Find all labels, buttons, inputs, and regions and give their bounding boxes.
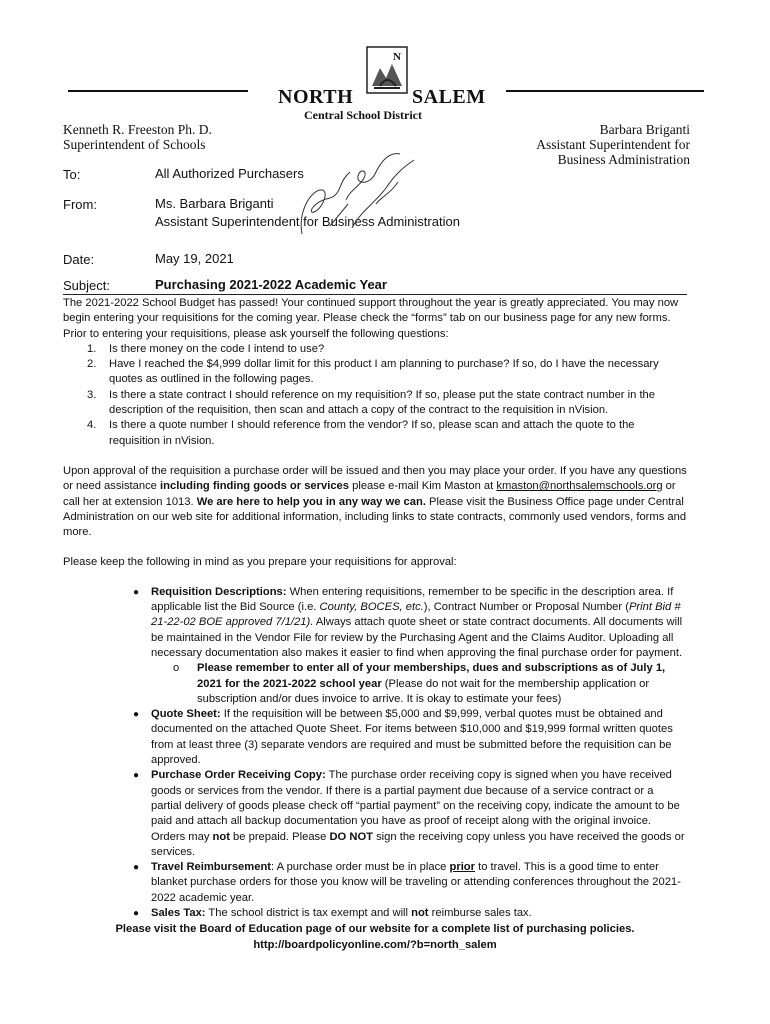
date-label: Date: <box>63 252 95 267</box>
approval-bold: We are here to help you in any way we can. <box>196 495 426 508</box>
bullet-icon: ● <box>133 862 140 874</box>
bullet-text: : A purchase order must be in place <box>271 861 450 874</box>
list-item <box>129 768 687 860</box>
bullet-icon: ● <box>133 586 140 598</box>
signature-text: Barbara Briganti <box>290 142 298 143</box>
assistant-title-2: Business Administration <box>557 152 690 167</box>
policy-link[interactable]: http://boardpolicyonline.com/?b=north_salem <box>253 938 497 951</box>
bullet-text: ), Contract Number or Proposal Number ( <box>423 601 629 614</box>
approval-text: Please visit the Business Office page under Central Administration on our web site for additional information, including links to state contracts, commonly used vendors, forms and more. <box>63 495 687 539</box>
bullet-title: Quote Sheet: <box>151 708 221 721</box>
approval-paragraph <box>63 464 687 540</box>
from-value <box>155 195 460 231</box>
bullet-text: The purchase order receiving copy is signed when you have received goods or services from the vendor. If there is a partial payment due because of a service contract or a partial delivery of goods please check off “partial payment” on the receiving copy, indicate the amount to be paid and attach all backup documentation you have as proof of receipt along with the original invoice. Orders may <box>151 769 680 843</box>
bullet-title: Purchase Order Receiving Copy: <box>151 769 326 782</box>
subject-rule <box>63 294 687 295</box>
bullet-bold: prior <box>449 861 475 874</box>
bullet-text: When entering requisitions, remember to be specific in the description area. If applicable list the Bid Source (i.e. <box>151 585 674 614</box>
approval-text: or call her at extension 1013. <box>63 480 676 508</box>
email-link[interactable]: kmaston@northsalemschools.org <box>496 480 663 493</box>
bullet-title: Sales Tax: <box>151 906 206 919</box>
question-number: 1. <box>87 342 97 355</box>
question-number: 4. <box>87 419 97 432</box>
bullet-text: reimburse sales tax. <box>428 906 532 919</box>
footer-note: Please visit the Board of Education page of our website for a complete list of purchasing policies. <box>115 923 635 936</box>
bullet-text: The school district is tax exempt and will <box>205 906 412 919</box>
approval-text: Upon approval of the requisition a purchase order will be issued and then you may place your order. If you have any questions or need assistance <box>63 464 687 493</box>
question-number: 3. <box>87 388 97 401</box>
list-item <box>129 707 687 768</box>
bullet-text: Always attach quote sheet or state contract documents. All documents will be maintained in the Vendor File for review by the Purchasing Agent and the Claims Auditor. Uploading all necessary documentation also makes it easier to find when approving the final purchase order for payment. <box>151 616 683 659</box>
letterhead-rule-left <box>68 90 248 92</box>
keep-in-mind-text: Please keep the following in mind as you prepare your requisitions for approval: <box>63 556 457 569</box>
bullet-title: Travel Reimbursement <box>151 861 272 874</box>
bullet-bold: not <box>212 830 230 843</box>
district-logo-icon <box>366 46 408 94</box>
question-text: Is there a quote number I should reference from the vendor? If so, please scan and attach the quote to the requisition in nVision. <box>109 419 635 447</box>
bullet-text: sign the receiving copy unless you have received the goods or services. <box>151 830 685 858</box>
list-item <box>87 388 687 419</box>
svg-text:N: N <box>393 51 401 63</box>
letterhead-rule-right <box>506 90 704 92</box>
superintendent-name: Kenneth R. Freeston Ph. D. <box>63 122 212 137</box>
bullet-text: be prepaid. Please <box>229 830 330 843</box>
from-label: From: <box>63 197 97 212</box>
list-item <box>87 418 687 449</box>
date-value: May 19, 2021 <box>155 251 234 266</box>
bullet-icon: ● <box>133 907 140 919</box>
assistant-superintendent-block <box>536 122 690 167</box>
from-title: Assistant Superintendent for Business Administration <box>155 214 460 229</box>
bullet-text: to travel. This is a good time to enter blanket purchase orders for those you know will be traveling or attending conferences throughout the 2021-2022 academic year. <box>151 861 681 904</box>
question-number: 2. <box>87 358 97 371</box>
approval-bold: including finding goods or services <box>160 480 349 493</box>
question-text: Have I reached the $4,999 dollar limit for this product I am planning to purchase? If so, do I have the necessary quotes as outlined in the following pages. <box>109 358 659 386</box>
bullet-title: Requisition Descriptions: <box>151 585 287 598</box>
approval-text: please e-mail Kim Maston at <box>349 480 497 493</box>
bullet-bold: DO NOT <box>329 830 373 843</box>
list-item <box>87 342 687 357</box>
bullet-icon: ● <box>133 770 140 782</box>
assistant-name: Barbara Briganti <box>599 122 690 137</box>
list-item <box>129 860 687 906</box>
to-value: All Authorized Purchasers <box>155 166 304 181</box>
sub-item-text: (Please do not wait for the membership application or subscription and/or dues invoice to arrive. It is okay to estimate your fees) <box>197 677 650 705</box>
question-text: Is there a state contract I should reference on my requisition? If so, please put the state contract number in the description of the requisition, then scan and attach a copy of the contract to the requisition in nVision. <box>109 388 656 417</box>
sub-list-item <box>151 661 687 707</box>
bullet-italic: Print Bid # 21-22-02 BOE approved 7/1/21). <box>151 601 681 629</box>
bullet-italic: County, BOCES, etc. <box>319 601 424 614</box>
district-name-right: SALEM <box>412 86 486 108</box>
district-subtitle: Central School District <box>304 108 422 122</box>
district-name-left: NORTH <box>278 86 354 108</box>
to-label: To: <box>63 167 81 182</box>
from-name: Ms. Barbara Briganti <box>155 196 274 211</box>
list-item <box>129 906 687 921</box>
circle-bullet-icon: o <box>173 662 180 675</box>
superintendent-title: Superintendent of Schools <box>63 137 206 152</box>
list-item <box>129 585 687 707</box>
guidelines-list <box>63 585 687 922</box>
memo-body <box>63 296 687 953</box>
subject-value: Purchasing 2021-2022 Academic Year <box>155 277 387 292</box>
bullet-text: If the requisition will be between $5,000 and $9,999, verbal quotes must be obtained and documented on the attached Quote Sheet. For items between $10,000 and $19,999 formal written quotes from at least three (3) separate vendors are required and must be submitted before the requisition can be approved. <box>151 708 673 767</box>
bullet-icon: ● <box>133 709 140 721</box>
intro-paragraph: The 2021-2022 School Budget has passed! Your continued support throughout the year is greatly appreciated. You may now begin entering your requisitions for the coming year. Please check the “forms” tab on our business page for any new forms. Prior to entering your requisitions, please ask yourself the following questions: <box>63 297 679 340</box>
bullet-bold: not <box>411 906 429 919</box>
question-list <box>63 342 687 449</box>
subject-label: Subject: <box>63 278 110 293</box>
sub-item-bold: Please remember to enter all of your memberships, dues and subscriptions as of July 1, 2021 for the 2021-2022 school year <box>197 662 666 690</box>
assistant-title-1: Assistant Superintendent for <box>536 137 690 152</box>
question-text: Is there money on the code I intend to use? <box>109 342 325 355</box>
list-item <box>87 357 687 388</box>
superintendent-block <box>63 122 212 152</box>
